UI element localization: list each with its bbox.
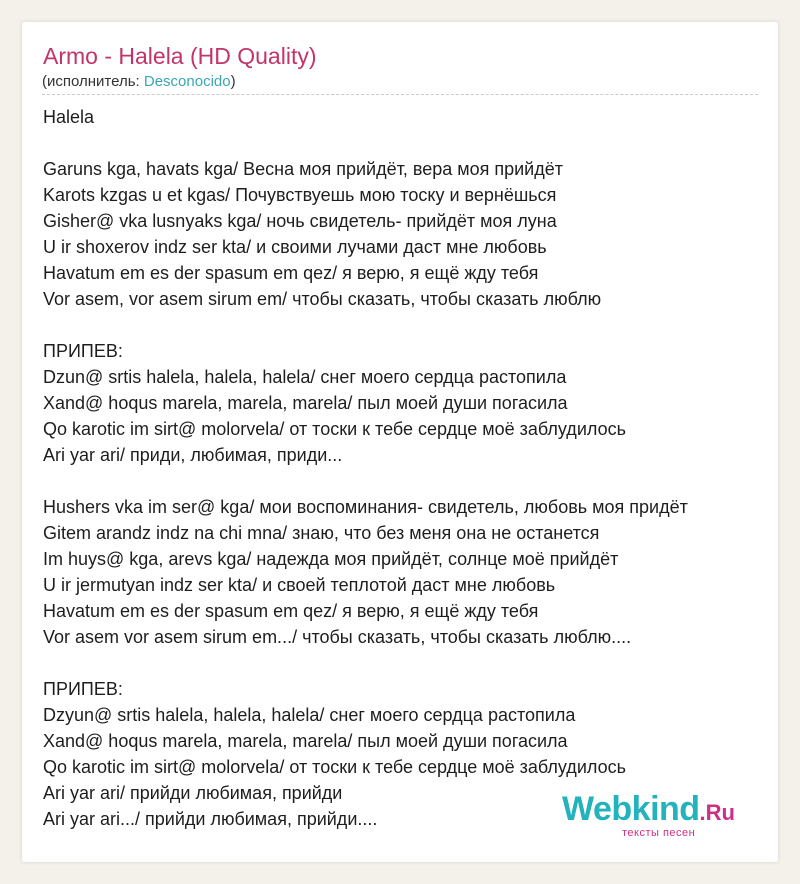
lyric-line: Garuns kga, havats kga/ Весна моя прийдёт, вера моя прийдёт	[43, 159, 563, 179]
site-logo[interactable]	[562, 790, 735, 829]
lyric-line: Qo karotic im sirt@ molorvela/ от тоски к тебе сердце моё заблудилось	[43, 419, 626, 439]
lyric-line: ПРИПЕВ:	[43, 679, 123, 699]
lyric-line: U ir shoxerov indz ser kta/ и своими лучами даст мне любовь	[43, 237, 547, 257]
lyric-line: Karots kzgas u et kgas/ Почувствуешь мою тоску и вернёшься	[43, 185, 557, 205]
lyrics-card	[22, 22, 778, 862]
logo-name: Webkind	[562, 790, 700, 828]
stanza-gap	[43, 650, 773, 676]
lyric-line: U ir jermutyan indz ser kta/ и своей теплотой даст мне любовь	[43, 575, 556, 595]
lyric-line: Gisher@ vka lusnyaks kga/ ночь свидетель- прийдёт моя луна	[43, 211, 557, 231]
stanza-gap	[43, 130, 773, 156]
artist-link[interactable]: Desconocido	[143, 73, 231, 90]
lyric-line: Havatum em es der spasum em qez/ я верю, я ещё жду тебя	[43, 601, 539, 621]
lyric-line: Havatum em es der spasum em qez/ я верю, я ещё жду тебя	[43, 263, 539, 283]
lyric-line: Xand@ hoqus marela, marela, marela/ пыл моей души погасила	[43, 731, 568, 751]
lyric-line: Ari yar ari.../ прийди любимая, прийди....	[43, 809, 378, 829]
lyric-line: ПРИПЕВ:	[43, 341, 123, 361]
lyric-line: Ari yar ari/ прийди любимая, прийди	[43, 783, 343, 803]
logo-tagline: тексты песен	[622, 827, 696, 839]
lyric-line: Vor asem, vor asem sirum em/ чтобы сказать, чтобы сказать люблю	[43, 289, 602, 309]
header-divider	[42, 94, 758, 95]
lyric-line: Vor asem vor asem sirum em.../ чтобы сказать, чтобы сказать люблю....	[43, 627, 632, 647]
logo-tld: .Ru	[699, 800, 735, 825]
lyric-line: Qo karotic im sirt@ molorvela/ от тоски к тебе сердце моё заблудилось	[43, 757, 626, 777]
lyrics-body	[43, 104, 773, 832]
lyric-line: Im huys@ kga, arevs kga/ надежда моя прийдёт, солнце моё прийдёт	[43, 549, 619, 569]
lyric-line: Gitem arandz indz na chi mna/ знаю, что без меня она не останется	[43, 523, 600, 543]
lyric-line: Ari yar ari/ приди, любимая, приди...	[43, 445, 343, 465]
stanza-gap	[43, 468, 773, 494]
artist-suffix: )	[230, 73, 236, 90]
lyric-line: Dzyun@ srtis halela, halela, halela/ снег моего сердца растопила	[43, 705, 576, 725]
song-title: Armo - Halela (HD Quality)	[43, 43, 317, 69]
artist-prefix: (исполнитель:	[42, 73, 144, 90]
lyric-line: Xand@ hoqus marela, marela, marela/ пыл моей души погасила	[43, 393, 568, 413]
stanza-gap	[43, 312, 773, 338]
lyric-line: Halela	[43, 107, 95, 127]
artist-line	[42, 72, 236, 92]
lyric-line: Dzun@ srtis halela, halela, halela/ снег моего сердца растопила	[43, 367, 567, 387]
lyric-line: Hushers vka im ser@ kga/ мои воспоминания- свидетель, любовь моя придёт	[43, 497, 688, 517]
